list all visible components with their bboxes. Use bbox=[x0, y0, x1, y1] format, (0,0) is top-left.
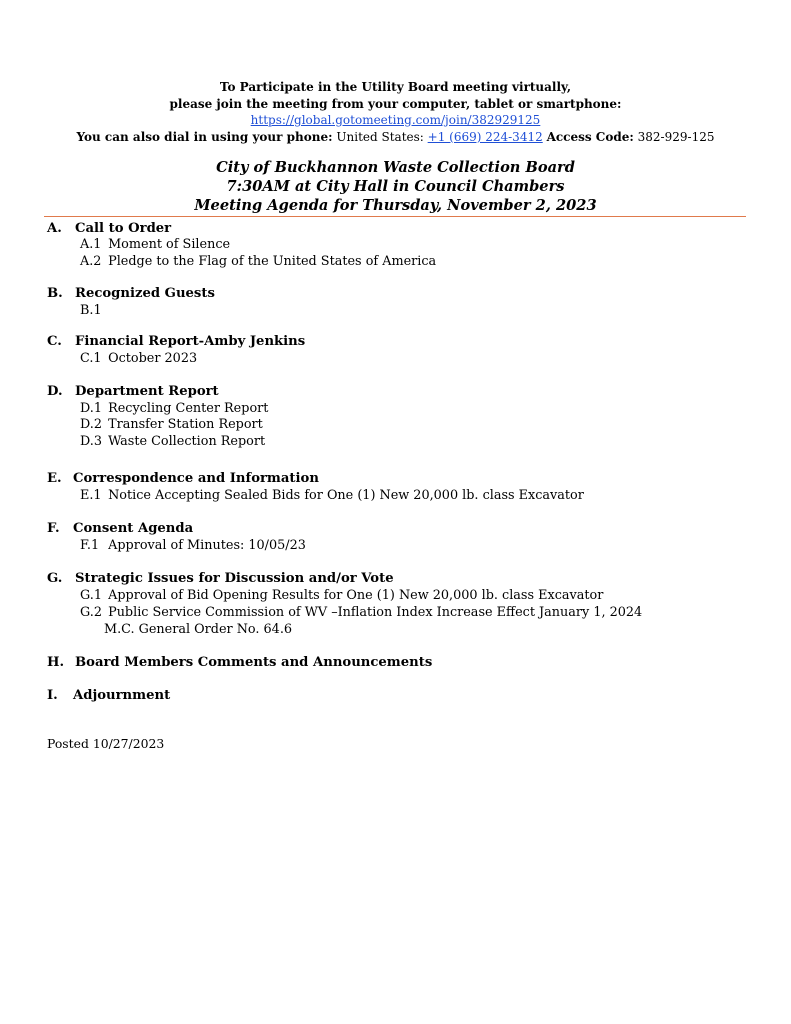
meeting-link[interactable]: https://global.gotomeeting.com/join/382929125 bbox=[250, 113, 541, 127]
item-code: F.1 bbox=[80, 538, 100, 553]
title-divider bbox=[44, 216, 746, 217]
dial-in-line bbox=[0, 129, 791, 146]
section-title: Board Members Comments and Announcements bbox=[75, 655, 433, 670]
agenda-item bbox=[80, 538, 306, 553]
item-text: Notice Accepting Sealed Bids for One (1) New 20,000 lb. class Excavator bbox=[108, 488, 584, 503]
agenda-item-continuation bbox=[104, 622, 292, 637]
agenda-item bbox=[80, 488, 584, 503]
section-title: Department Report bbox=[75, 384, 219, 399]
agenda-item bbox=[80, 351, 197, 366]
section-title: Consent Agenda bbox=[73, 521, 194, 536]
item-text: Public Service Commission of WV –Inflation Index Increase Effect January 1, 2024 bbox=[108, 605, 643, 620]
section-title: Strategic Issues for Discussion and/or Vote bbox=[75, 571, 394, 586]
agenda-item bbox=[80, 605, 642, 620]
section-title: Financial Report-Amby Jenkins bbox=[75, 334, 306, 349]
dial-country: United States: bbox=[336, 129, 424, 144]
item-text: Recycling Center Report bbox=[108, 401, 269, 416]
item-code: B.1 bbox=[80, 303, 102, 318]
item-code: G.1 bbox=[80, 588, 102, 603]
item-text: Approval of Bid Opening Results for One (1) New 20,000 lb. class Excavator bbox=[108, 588, 604, 603]
item-code: A.1 bbox=[80, 237, 102, 252]
agenda-item bbox=[80, 254, 436, 269]
virtual-meeting-info bbox=[0, 79, 791, 145]
item-text: M.C. General Order No. 64.6 bbox=[104, 622, 293, 637]
agenda-item bbox=[80, 237, 230, 252]
section-letter: B. bbox=[47, 286, 63, 301]
agenda-item bbox=[80, 417, 263, 432]
section-title: Correspondence and Information bbox=[73, 471, 319, 486]
access-code: 382-929-125 bbox=[637, 129, 715, 144]
section-letter: A. bbox=[47, 221, 62, 236]
title-line-1: City of Buckhannon Waste Collection Board bbox=[216, 159, 575, 176]
section-letter: D. bbox=[47, 384, 63, 399]
section-letter: I. bbox=[47, 688, 58, 703]
dial-label: You can also dial in using your phone: bbox=[76, 129, 333, 144]
posted-date: Posted 10/27/2023 bbox=[47, 736, 165, 751]
header-line-2: please join the meeting from your computer, tablet or smartphone: bbox=[169, 96, 622, 111]
section-title: Call to Order bbox=[75, 221, 172, 236]
item-text: Transfer Station Report bbox=[108, 417, 263, 432]
section-letter: C. bbox=[47, 334, 62, 349]
section-title: Adjournment bbox=[73, 688, 171, 703]
header-line-1: To Participate in the Utility Board meeting virtually, bbox=[219, 80, 572, 94]
item-code: D.3 bbox=[80, 434, 103, 449]
title-line-2: 7:30AM at City Hall in Council Chambers bbox=[226, 178, 565, 195]
item-text: Moment of Silence bbox=[108, 237, 231, 252]
item-text: Pledge to the Flag of the United States of America bbox=[108, 254, 437, 269]
item-code: G.2 bbox=[80, 605, 102, 620]
agenda-item bbox=[80, 588, 603, 603]
section-letter: F. bbox=[47, 521, 60, 536]
section-letter: H. bbox=[47, 655, 65, 670]
section-letter: E. bbox=[47, 471, 62, 486]
access-code-label: Access Code: bbox=[546, 129, 634, 144]
agenda-item bbox=[80, 401, 268, 416]
item-code: D.2 bbox=[80, 417, 103, 432]
item-text: Approval of Minutes: 10/05/23 bbox=[108, 538, 306, 553]
phone-link[interactable]: +1 (669) 224-3412 bbox=[427, 129, 543, 144]
section-letter: G. bbox=[47, 571, 63, 586]
item-code: E.1 bbox=[80, 488, 102, 503]
item-text: October 2023 bbox=[108, 351, 198, 366]
item-text: Waste Collection Report bbox=[108, 434, 266, 449]
agenda-item bbox=[80, 303, 104, 318]
section-title: Recognized Guests bbox=[75, 286, 215, 301]
item-code: C.1 bbox=[80, 351, 102, 366]
item-code: D.1 bbox=[80, 401, 103, 416]
title-line-3: Meeting Agenda for Thursday, November 2, 2023 bbox=[194, 197, 597, 214]
agenda-title bbox=[0, 158, 791, 215]
agenda-item bbox=[80, 434, 265, 449]
item-code: A.2 bbox=[80, 254, 102, 269]
